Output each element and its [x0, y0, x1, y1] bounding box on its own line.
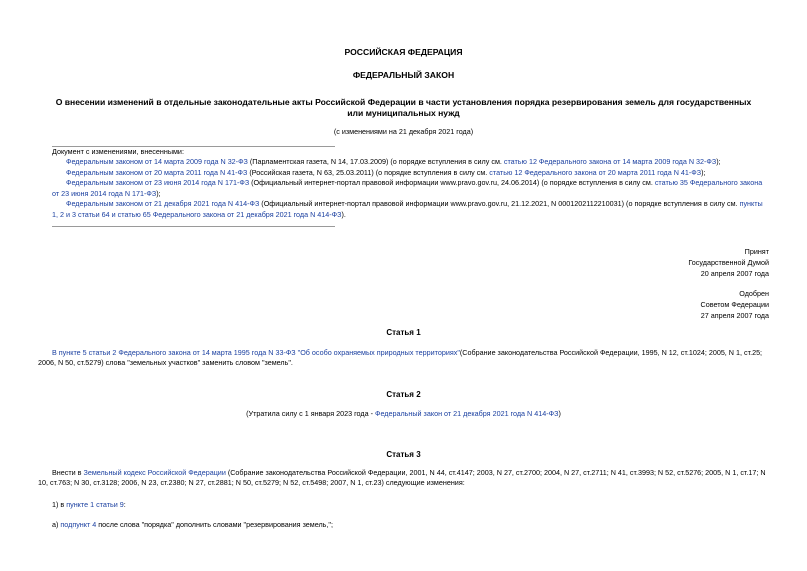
- council-label: Советом Федерации: [700, 299, 769, 309]
- change-1-end: );: [716, 157, 721, 167]
- change-item-4: [52, 199, 769, 220]
- change-3-article-link[interactable]: статью 35 Федерального закона от 23 июня 2014 года N 171-ФЗ: [52, 178, 763, 198]
- accepted-label: Принят: [744, 247, 769, 256]
- change-4-text: (Официальный интернет-портал правовой информации www.pravo.gov.ru, 21.12.2021, N 0001202112210031) (о порядке вступления в силу см.: [259, 199, 740, 209]
- title-line-2: или муниципальных нужд: [347, 108, 460, 119]
- changes-block: [52, 146, 769, 227]
- change-3-text: (Официальный интернет-портал правовой информации www.pravo.gov.ru, 24.06.2014) (о порядке вступления в силу см.: [249, 178, 655, 188]
- federation-heading: РОССИЙСКАЯ ФЕДЕРАЦИЯ: [344, 47, 463, 57]
- council-date: 27 апреля 2007 года: [700, 310, 769, 320]
- article-3-item-1: [38, 500, 769, 510]
- change-2-text: (Российская газета, N 63, 25.03.2011) (о порядке вступления в силу см.: [247, 167, 490, 177]
- article-1-text: [38, 348, 769, 369]
- change-1-article-link[interactable]: статью 12 Федерального закона от 14 марта 2009 года N 32-ФЗ: [503, 157, 717, 167]
- article-1-body: (Собрание законодательства Российской Федерации, 1995, N 12, ст.1024; 2005, N 1, ст.25; 2006, N 50, ст.5279) слова "земельных участков" заменить словом "земель".: [38, 348, 763, 368]
- law-type-heading: ФЕДЕРАЛЬНЫЙ ЗАКОН: [352, 70, 455, 80]
- item-1-before: 1) в: [52, 500, 67, 509]
- article-1-heading: Статья 1: [386, 328, 421, 337]
- change-4-article-link[interactable]: пункты 1, 2 и 3 статьи 64 и статью 65 Федерального закона от 21 декабря 2021 года N 414-ФЗ: [52, 199, 763, 219]
- change-3-law-link[interactable]: Федеральным законом от 23 июня 2014 года N 171-ФЗ: [66, 178, 250, 188]
- change-3-end: );: [156, 188, 161, 198]
- article-3-heading: Статья 3: [386, 450, 421, 459]
- divider-bottom: [52, 226, 335, 227]
- item-1-link[interactable]: пункте 1 статьи 9: [66, 500, 124, 509]
- duma-date: 20 апреля 2007 года: [700, 268, 769, 278]
- change-2-law-link[interactable]: Федеральным законом от 20 марта 2011 года N 41-ФЗ: [66, 167, 248, 177]
- article-3-item-1a: [38, 520, 769, 530]
- article-2-law-link[interactable]: Федеральный закон от 21 декабря 2021 года N 414-ФЗ: [374, 409, 559, 418]
- changes-intro: Документ с изменениями, внесенными:: [52, 147, 184, 156]
- article-1-law-link[interactable]: В пункте 5 статьи 2 Федерального закона от 14 марта 1995 года N 33-ФЗ "Об особо охраняемых природных территориях": [52, 348, 460, 357]
- item-1-after: :: [123, 500, 126, 509]
- land-code-link[interactable]: Земельный кодекс Российской Федерации: [83, 468, 226, 477]
- article-2-before: (Утратила силу с 1 января 2023 года -: [246, 409, 375, 418]
- adoption-council: [569, 289, 769, 321]
- approved-label: Одобрен: [739, 289, 769, 298]
- change-4-end: ).: [341, 209, 346, 219]
- article-2-after: ): [558, 409, 561, 418]
- change-1-law-link[interactable]: Федеральным законом от 14 марта 2009 года N 32-ФЗ: [66, 157, 248, 167]
- change-item-1: [52, 157, 769, 167]
- title-line-1: О внесении изменений в отдельные законодательные акты Российской Федерации в части установления порядка резервирования земель для государственных: [55, 97, 752, 107]
- change-2-article-link[interactable]: статью 12 Федерального закона от 20 марта 2011 года N 41-ФЗ: [489, 167, 702, 177]
- document-title: [38, 97, 769, 119]
- article-2-text: [38, 409, 769, 419]
- change-item-2: [52, 168, 769, 178]
- article-3-intro-before: Внести в: [52, 468, 84, 477]
- revision-note: (с изменениями на 21 декабря 2021 года): [333, 127, 474, 136]
- item-1a-after: после слова "порядка" дополнить словами "резервирования земель,";: [96, 520, 333, 529]
- article-2-heading: Статья 2: [386, 390, 421, 399]
- change-2-end: );: [701, 167, 706, 177]
- item-1a-link[interactable]: подпункт 4: [60, 520, 97, 529]
- article-3-intro-after: (Собрание законодательства Российской Федерации, 2001, N 44, ст.4147; 2003, N 27, ст.2700; 2004, N 27, ст.2711; N 41, ст.3993; N 52, ст.5276; 2005, N 1, ст.17; N 10, ст.763; N 30, ст.3128; 2006, N 23, ст.2380; N 27, ст.2881; N 50, ст.5279; N 52, ст.5498; 2007, N 1, ст.23) следующие изменения:: [38, 468, 766, 488]
- change-4-law-link[interactable]: Федеральным законом от 21 декабря 2021 года N 414-ФЗ: [66, 199, 260, 209]
- article-3-intro: [38, 468, 769, 489]
- duma-label: Государственной Думой: [688, 257, 769, 267]
- change-1-text: (Парламентская газета, N 14, 17.03.2009) (о порядке вступления в силу см.: [247, 157, 504, 167]
- item-1a-before: а): [52, 520, 61, 529]
- change-item-3: [52, 178, 769, 199]
- adoption-duma: [569, 247, 769, 279]
